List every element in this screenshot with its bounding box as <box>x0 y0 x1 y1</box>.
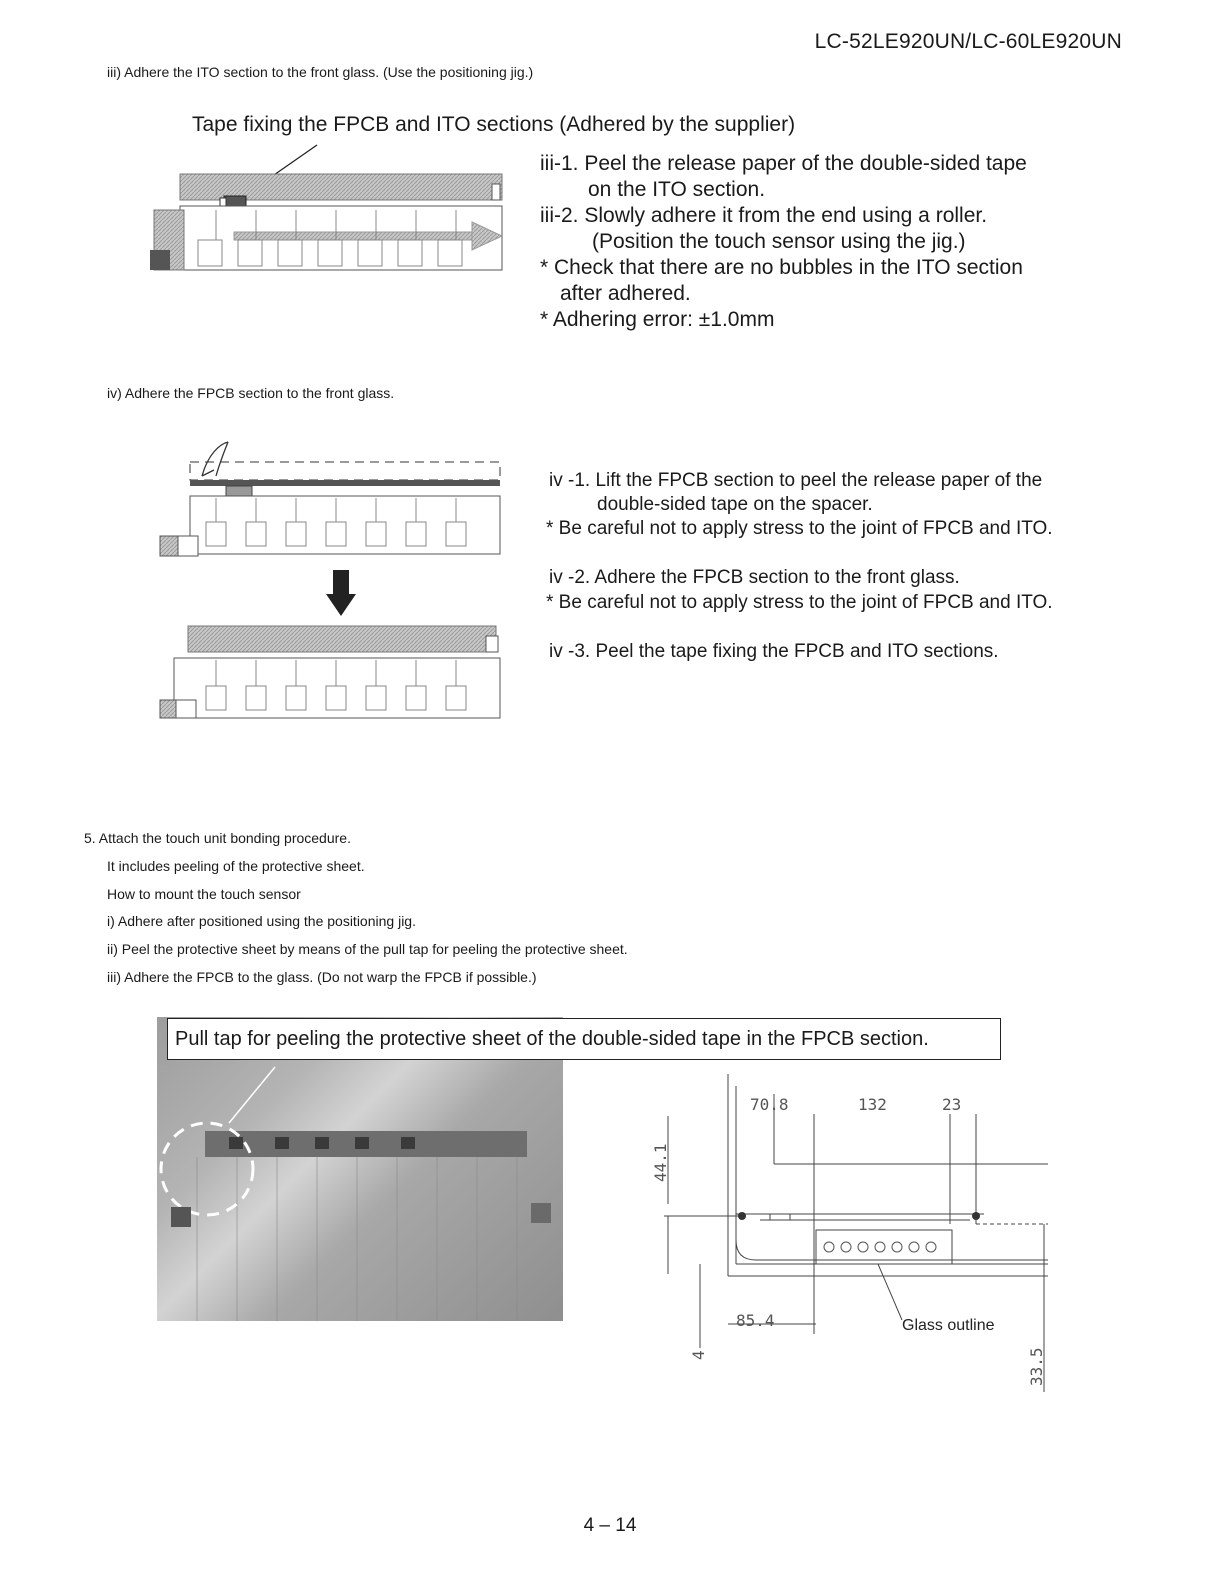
ito-adhere-diagram <box>150 140 520 280</box>
dimension-label: 4 <box>689 1350 708 1360</box>
touch-unit-photo <box>157 1017 563 1321</box>
pull-tab-callout: Pull tap for peeling the protective sheet of the double-sided tape in the FPCB section. <box>167 1018 1001 1060</box>
instruction-line: after adhered. <box>560 282 691 305</box>
step-5-line: It includes peeling of the protective sheet. <box>107 858 365 874</box>
dimension-label: 33.5 <box>1027 1347 1046 1386</box>
dimension-label: 132 <box>858 1095 887 1114</box>
instruction-line: * Be careful not to apply stress to the joint of FPCB and ITO. <box>546 518 1053 539</box>
instruction-line: on the ITO section. <box>588 178 766 201</box>
step-5-heading: 5. Attach the touch unit bonding procedure. <box>84 830 351 846</box>
lifting-finger-icon <box>202 442 228 476</box>
dimension-label: 85.4 <box>736 1311 775 1330</box>
instruction-line: iv -3. Peel the tape fixing the FPCB and ITO sections. <box>549 641 999 662</box>
step-5-line: ii) Peel the protective sheet by means of the pull tap for peeling the protective sheet. <box>107 941 628 957</box>
step-iv-heading: iv) Adhere the FPCB section to the front glass. <box>107 385 395 401</box>
instruction-line: * Be careful not to apply stress to the joint of FPCB and ITO. <box>546 592 1053 613</box>
step-5-line: iii) Adhere the FPCB to the glass. (Do not warp the FPCB if possible.) <box>107 969 537 985</box>
instruction-line: iv -1. Lift the FPCB section to peel the release paper of the <box>549 470 1043 491</box>
down-arrow-icon <box>326 570 356 616</box>
instruction-line: double-sided tape on the spacer. <box>597 494 873 515</box>
fpcb-adhere-diagram <box>158 436 508 726</box>
model-number: LC-52LE920UN/LC-60LE920UN <box>814 30 1122 53</box>
dimension-label: 70.8 <box>750 1095 789 1114</box>
tape-callout-label: Tape fixing the FPCB and ITO sections (Adhered by the supplier) <box>192 113 796 136</box>
step-iii-instructions <box>540 151 1120 333</box>
instruction-line: iii-2. Slowly adhere it from the end using a roller. <box>540 204 988 227</box>
roller-direction-arrow <box>234 232 472 240</box>
dimension-drawing <box>640 1064 1052 1394</box>
instruction-line: iv -2. Adhere the FPCB section to the front glass. <box>549 567 960 588</box>
instruction-line: * Check that there are no bubbles in the ITO section <box>540 256 1023 279</box>
page-number: 4 – 14 <box>583 1515 637 1536</box>
glass-outline-label: Glass outline <box>902 1317 995 1334</box>
step-5-line: How to mount the touch sensor <box>107 886 301 902</box>
dimension-label: 23 <box>942 1095 962 1114</box>
dimension-label: 44.1 <box>651 1143 670 1182</box>
spacer-holes-box <box>816 1230 952 1264</box>
instruction-line: iii-1. Peel the release paper of the double-sided tape <box>540 152 1027 175</box>
instruction-line: * Adhering error: ±1.0mm <box>540 308 775 331</box>
step-5-line: i) Adhere after positioned using the positioning jig. <box>107 913 416 929</box>
step-iii-heading: iii) Adhere the ITO section to the front glass. (Use the positioning jig.) <box>107 64 534 80</box>
instruction-line: (Position the touch sensor using the jig.) <box>592 230 966 253</box>
